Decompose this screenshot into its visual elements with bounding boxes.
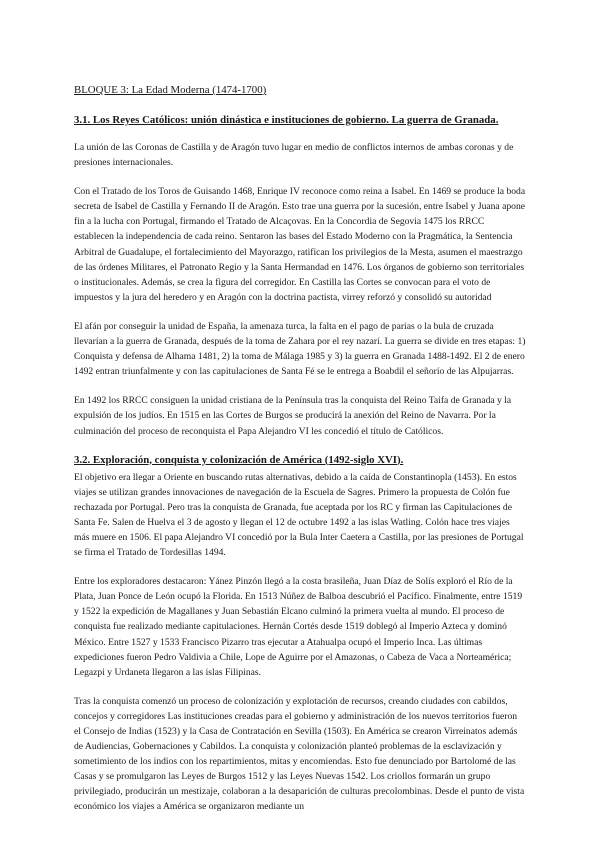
- section-heading-3-2: 3.2. Exploración, conquista y colonización de América (1492-siglo XVI).: [74, 453, 404, 466]
- paragraph: La unión de las Coronas de Castilla y de Aragón tuvo lugar en medio de conflictos internos de ambas coronas y de presiones internacionales.: [74, 142, 514, 169]
- paragraph: Tras la conquista comenzó un proceso de colonización y explotación de recursos, creando ciudades con cabildos, concejos y corregidores Las instituciones creadas para el gobierno y administración de los nuevos territorios fueron el Consejo de Indias (1523) y la Casa de Contratación en Sevilla (1503). En América se crearon Virreinatos además de Audiencias, Gobernaciones y Cabildos. La conquista y colonización planteó problemas de la esclavización y sometimiento de los indios con los repartimientos, mitas y encomiendas. Esto fue denunciado por Bartolomé de las Casas y se promulgaron las Leyes de Burgos 1512 y las Leyes Nuevas 1542. Los criollos formarán un grupo privilegiado, producirán un mestizaje, colaboran a la desaparición de culturas precolombinas. Desde el punto de vista económico los viajes a América se organizaron mediante un: [74, 695, 525, 813]
- document-title: BLOQUE 3: La Edad Moderna (1474-1700): [74, 84, 267, 96]
- section-heading-3-1: 3.1. Los Reyes Católicos: unión dinástica e instituciones de gobierno. La guerra de Granada.: [74, 114, 499, 126]
- paragraph: En 1492 los RRCC consiguen la unidad cristiana de la Península tras la conquista del Reino Taifa de Granada y la expulsión de los judíos. En 1515 en las Cortes de Burgos se producirá la anexión del Reino de Navarra. Por la culminación del proceso de reconquista el Papa Alejandro VI les concedió el título de Católicos.: [74, 395, 512, 437]
- paragraph: El afán por conseguir la unidad de España, la amenaza turca, la falta en el pago de parias o la bula de cruzada llevarían a la guerra de Granada, después de la toma de Zahara por el rey nazarí. La guerra se divide en tres etapas: 1) Conquista y defensa de Alhama 1481, 2) la toma de Málaga 1985 y 3) la guerra en Granada 1488-1492. El 2 de enero 1492 entran triunfalmente y con las capitulaciones de Santa Fé se le entrega a Boabdil el señorío de las Alpujarras.: [74, 320, 526, 378]
- paragraph: Entre los exploradores destacaron: Yánez Pinzón llegó a la costa brasileña, Juan Díaz de Solís exploró el Río de la Plata, Juan Ponce de León ocupó la Florida. En 1513 Núñez de Balboa descubrió el Pacífico. Finalmente, entre 1519 y 1522 la expedición de Magallanes y Juan Sebastián Elcano culminó la primera vuelta al mundo. El proceso de conquista fue realizado mediante capitulaciones. Hernán Cortés desde 1519 doblegó al Imperio Azteca y dominó México. Entre 1527 y 1533 Francisco Pizarro tras ejecutar a Atahualpa ocupó el Imperio Inca. Las últimas expediciones fueron Pedro Valdivia a Chile, Lope de Aguirre por el Amazonas, o Cabeza de Vaca a Norteamérica; Legazpi y Urdaneta llegaron a las islas Filipinas.: [74, 576, 523, 678]
- paragraph: El objetivo era llegar a Oriente en buscando rutas alternativas, debido a la caída de Constantinopla (1453). En estos viajes se utilizan grandes innovaciones de navegación de la Escuela de Sagres. Primero la propuesta de Colón fue rechazada por Portugal. Pero tras la conquista de Granada, fue aceptada por los RC y firman las Capitulaciones de Santa Fe. Salen de Huelva el 3 de agosto y llegan el 12 de octubre 1492 a las islas Watling. Colón hace tres viajes más muere en 1506. El papa Alejandro VI concedió por la Bula Inter Caetera a Castilla, por las presiones de Portugal se firma el Tratado de Tordesillas 1494.: [74, 471, 524, 559]
- paragraph: Con el Tratado de los Toros de Guisando 1468, Enrique IV reconoce como reina a Isabel. En 1469 se produce la boda secreta de Isabel de Castilla y Fernando II de Aragón. Esto trae una guerra por la sucesión, entre Isabel y Juana apone fin a la lucha con Portugal, firmando el Tratado de Alcaçovas. En la Concordia de Segovia 1475 los RRCC establecen la independencia de cada reino. Sentaron las bases del Estado Moderno con la Pragmática, la Sentencia Arbitral de Guadalupe, el fortalecimiento del Mayorazgo, ratifican los privilegios de la Mesta, asumen el maestrazgo de las órdenes Militares, el Patronato Regio y la Santa Hermandad en 1476. Los órganos de gobierno son territoriales o institucionales. Además, se crea la figura del corregidor. En Castilla las Cortes se convocan para el voto de impuestos y la jura del heredero y en Aragón con la doctrina pactista, virrey reforzó y consolidó su autoridad: [74, 186, 526, 303]
